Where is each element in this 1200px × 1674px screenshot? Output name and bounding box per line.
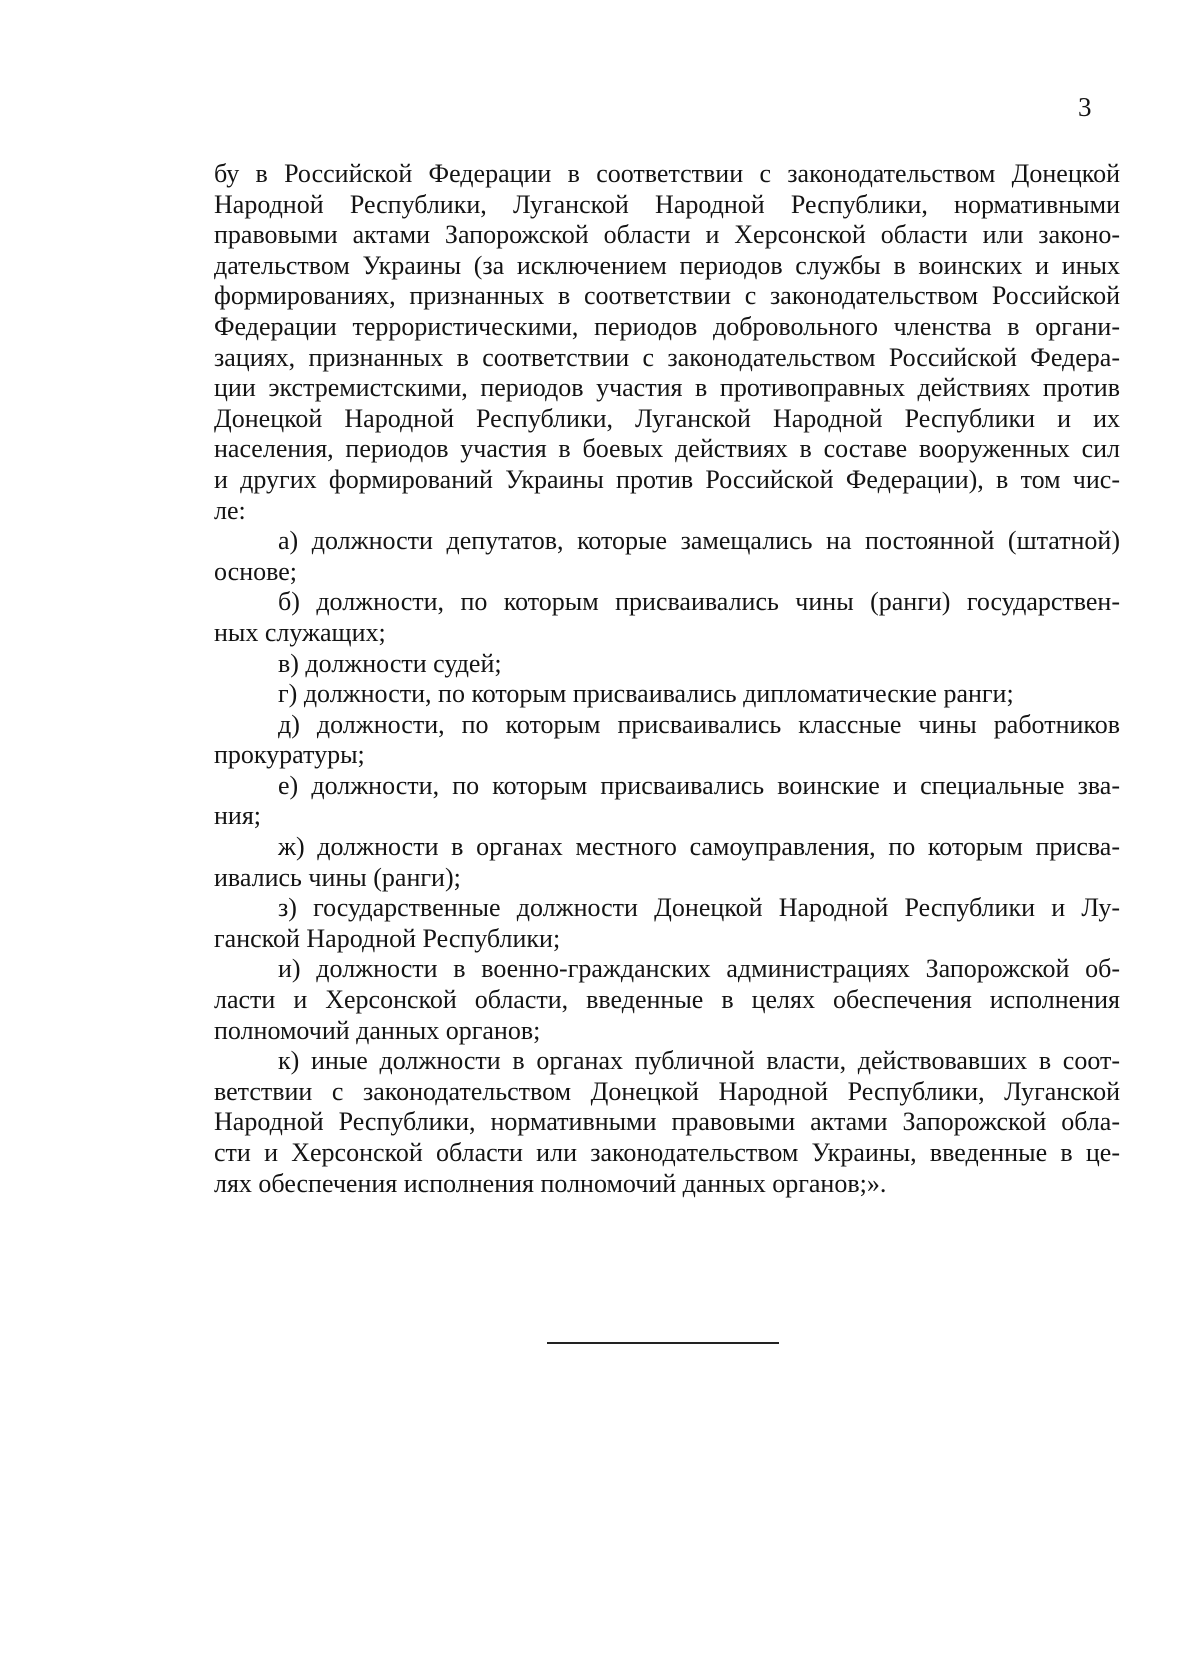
text-line: ж) должности в органах местного самоуправления, по которым присва- [278, 832, 1120, 862]
document-body [214, 159, 1120, 1199]
text-line: е) должности, по которым присваивались воинские и специальные зва- [278, 770, 1120, 800]
text-line: ния; [214, 801, 262, 831]
text-line: Федерации террористическими, периодов добровольного членства в органи- [214, 311, 1120, 341]
text-line: ласти и Херсонской области, введенные в целях обеспечения исполнения [214, 985, 1120, 1015]
text-line: и) должности в военно-гражданских администрациях Запорожской об- [278, 954, 1120, 984]
text-line: г) должности, по которым присваивались дипломатические ранги; [278, 679, 1014, 709]
text-line: формированиях, признанных в соответствии с законодательством Российской [214, 281, 1120, 311]
text-line: д) должности, по которым присваивались классные чины работников [278, 709, 1120, 739]
text-line: ивались чины (ранги); [214, 862, 461, 892]
text-line: бу в Российской Федерации в соответствии с законодательством Донецкой [214, 159, 1120, 188]
text-line: лях обеспечения исполнения полномочий данных органов;». [214, 1168, 887, 1198]
text-line: полномочий данных органов; [214, 1015, 541, 1045]
text-line: зациях, признанных в соответствии с законодательством Российской Федера- [214, 342, 1120, 372]
text-line: б) должности, по которым присваивались чины (ранги) государствен- [278, 587, 1120, 617]
end-separator-line [547, 1342, 779, 1344]
text-line: Народной Республики, нормативными правовыми актами Запорожской обла- [214, 1107, 1120, 1137]
text-line: правовыми актами Запорожской области и Херсонской области или законо- [214, 220, 1120, 250]
text-line: прокуратуры; [214, 740, 365, 770]
text-line: ных служащих; [214, 617, 386, 647]
text-line: сти и Херсонской области или законодательством Украины, введенные в це- [214, 1138, 1120, 1167]
text-line: з) государственные должности Донецкой Народной Республики и Лу- [278, 893, 1120, 923]
text-line: основе; [214, 556, 297, 586]
text-line: и других формирований Украины против Российской Федерации), в том чис- [214, 464, 1120, 494]
text-line: в) должности судей; [278, 648, 502, 678]
text-line: ветствии с законодательством Донецкой Народной Республики, Луганской [214, 1076, 1120, 1106]
text-line: ле: [214, 495, 246, 525]
text-line: дательством Украины (за исключением периодов службы в воинских и иных [214, 250, 1120, 280]
text-line: Народной Республики, Луганской Народной Республики, нормативными [214, 189, 1120, 219]
text-line: а) должности депутатов, которые замещались на постоянной (штатной) [278, 526, 1120, 556]
text-line: населения, периодов участия в боевых действиях в составе вооруженных сил [214, 434, 1120, 464]
text-line: ганской Народной Республики; [214, 923, 561, 953]
text-line: ции экстремистскими, периодов участия в противоправных действиях против [214, 373, 1120, 403]
text-line: Донецкой Народной Республики, Луганской Народной Республики и их [214, 403, 1120, 433]
text-line: к) иные должности в органах публичной власти, действовавших в соот- [278, 1046, 1120, 1076]
page-number: 3 [1078, 92, 1092, 122]
